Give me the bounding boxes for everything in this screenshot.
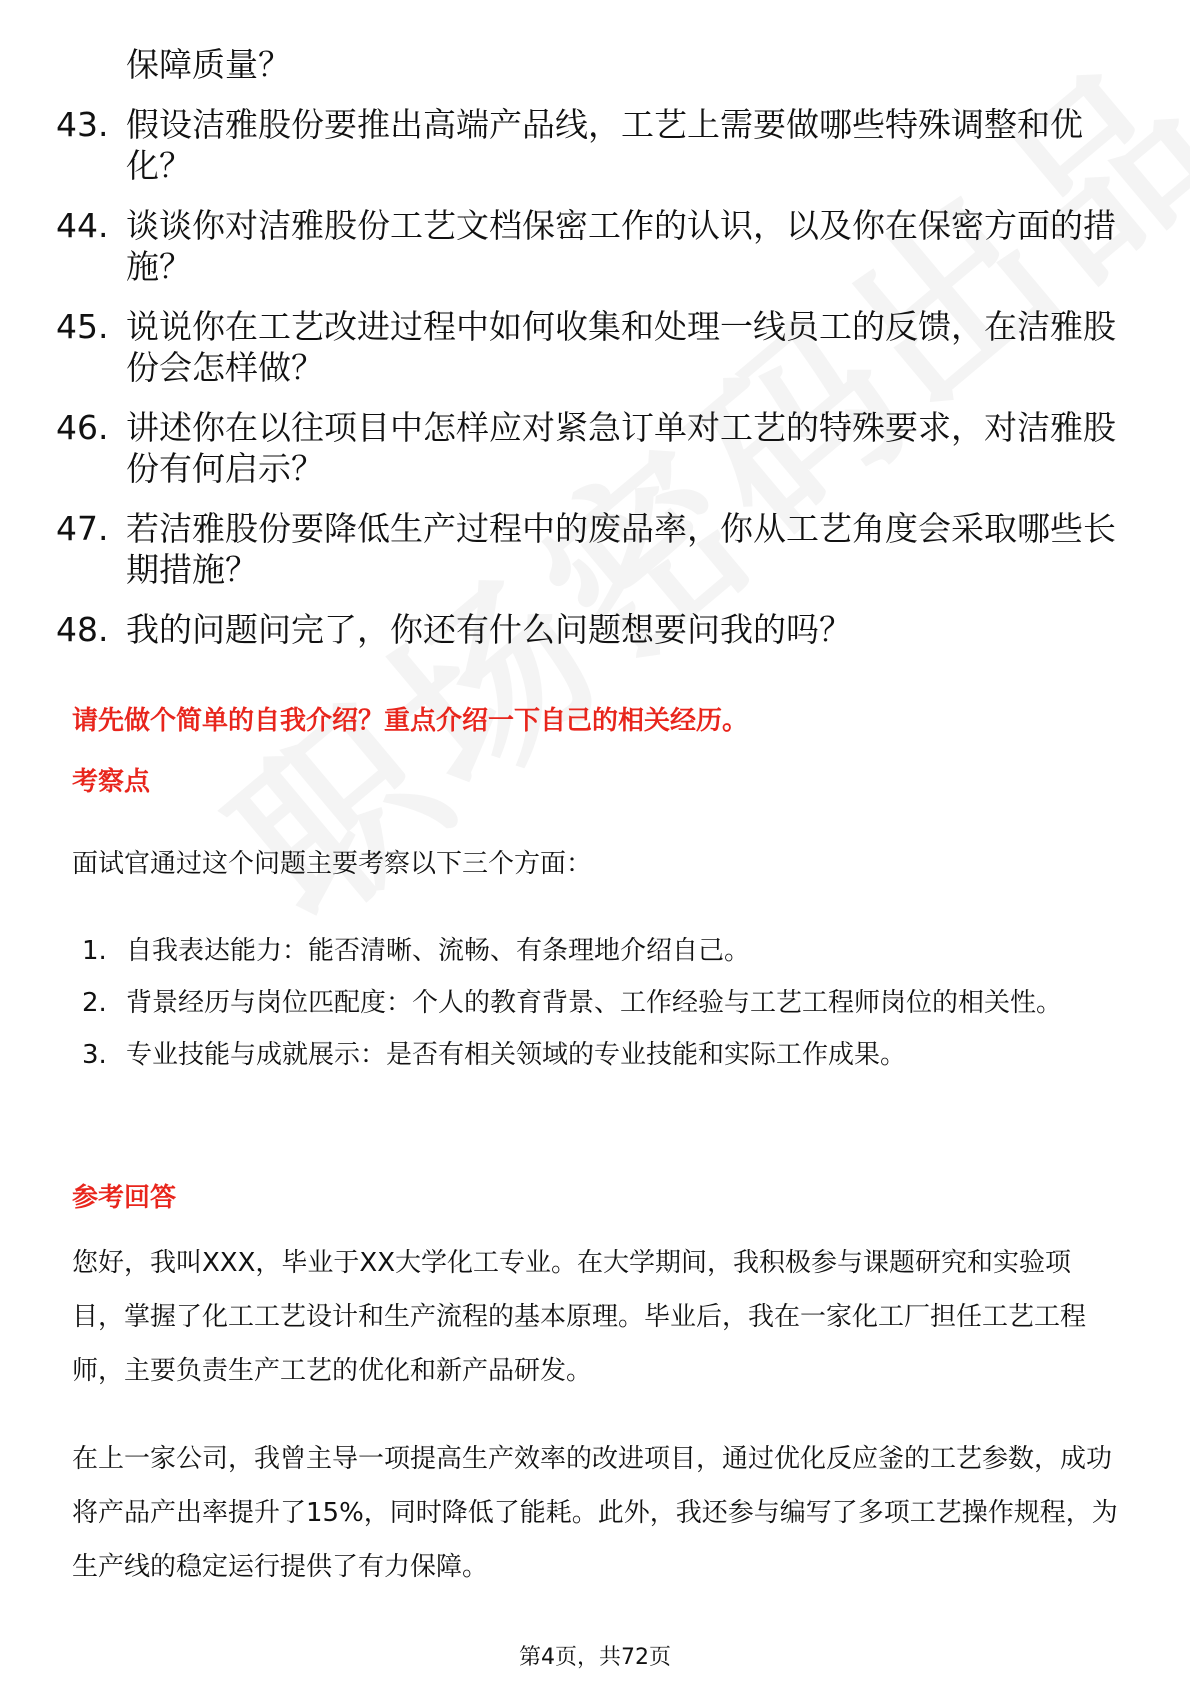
list-item-text: 背景经历与岗位匹配度：个人的教育背景、工作经验与工艺工程师岗位的相关性。 xyxy=(126,988,1063,1018)
section-heading-kaocha: 考察点 xyxy=(72,767,151,797)
answer-paragraph: 在上一家公司，我曾主导一项提高生产效率的改进项目，通过优化反应釜的工艺参数，成功将产品产出率提升了15%，同时降低了能耗。此外，我还参与编写了多项工艺操作规程，为生产线的稳定运行提供了有力保障。 xyxy=(72,1444,1118,1582)
question-text: 说说你在工艺改进过程中如何收集和处理一线员工的反馈，在洁雅股份会怎样做？ xyxy=(126,307,1116,387)
assessment-points-list xyxy=(82,925,1122,1081)
list-item-text: 专业技能与成就展示：是否有相关领域的专业技能和实际工作成果。 xyxy=(126,1040,907,1070)
section-heading-answer: 参考回答 xyxy=(72,1183,177,1213)
question-text: 我的问题问完了，你还有什么问题想要问我的吗？ xyxy=(126,610,852,649)
question-number: 47. xyxy=(56,509,109,548)
question-number: 43. xyxy=(56,105,109,144)
question-text: 谈谈你对洁雅股份工艺文档保密工作的认识，以及你在保密方面的措施？ xyxy=(126,206,1116,286)
list-item xyxy=(82,1029,1122,1081)
question-number: 48. xyxy=(56,610,109,649)
question-text: 若洁雅股份要降低生产过程中的废品率，你从工艺角度会采取哪些长期措施？ xyxy=(126,509,1116,589)
question-text: 假设洁雅股份要推出高端产品线，工艺上需要做哪些特殊调整和优化？ xyxy=(126,105,1083,185)
list-item-number: 3. xyxy=(82,1040,107,1070)
question-item-48 xyxy=(56,609,1116,650)
question-number: 44. xyxy=(56,206,109,245)
question-item-47 xyxy=(56,508,1116,590)
answer-paragraph: 您好，我叫XXX，毕业于XX大学化工专业。在大学期间，我积极参与课题研究和实验项目，掌握了化工工艺设计和生产流程的基本原理。毕业后，我在一家化工厂担任工艺工程师，主要负责生产工艺的优化和新产品研发。 xyxy=(72,1248,1087,1386)
intro-text: 面试官通过这个问题主要考察以下三个方面： xyxy=(72,849,593,879)
question-number: 46. xyxy=(56,408,109,447)
page-footer: 第4页，共72页 xyxy=(519,1645,671,1670)
list-item-number: 1. xyxy=(82,936,107,966)
question-item-45 xyxy=(56,306,1116,388)
question-item-46 xyxy=(56,407,1116,489)
question-list xyxy=(56,44,1116,669)
question-continuation: 保障质量？ xyxy=(126,45,291,84)
question-item-43 xyxy=(56,104,1116,186)
question-prompt-heading: 请先做个简单的自我介绍？重点介绍一下自己的相关经历。 xyxy=(72,706,749,736)
list-item-number: 2. xyxy=(82,988,107,1018)
question-text: 讲述你在以往项目中怎样应对紧急订单对工艺的特殊要求，对洁雅股份有何启示？ xyxy=(126,408,1116,488)
list-item-text: 自我表达能力：能否清晰、流畅、有条理地介绍自己。 xyxy=(126,936,751,966)
question-item-44 xyxy=(56,205,1116,287)
question-number: 45. xyxy=(56,307,109,346)
list-item xyxy=(82,977,1122,1029)
list-item xyxy=(82,925,1122,977)
